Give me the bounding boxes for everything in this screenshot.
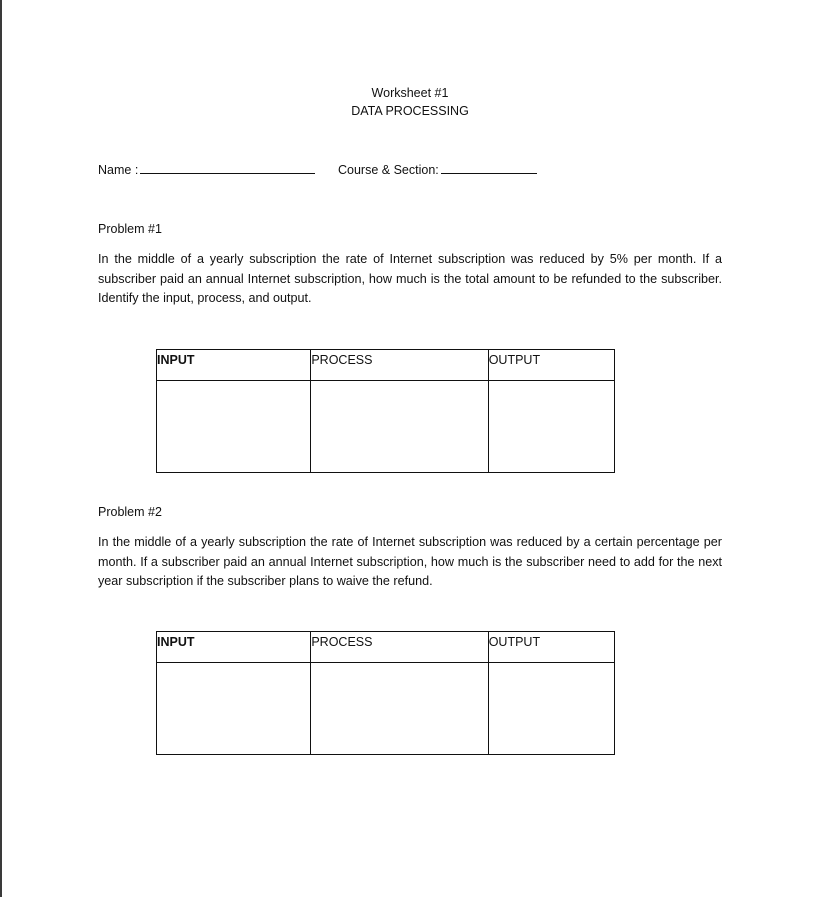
table-header-row	[157, 632, 615, 663]
process-cell	[311, 663, 488, 755]
process-cell	[311, 381, 488, 473]
problem-2-text: In the middle of a yearly subscription the rate of Internet subscription was reduced by a certain percentage per month. If a subscriber paid an annual Internet subscription, how much is the subscriber need to add for the next year subscription if the subscriber plans to waive the refund.	[98, 535, 722, 588]
table-header-row	[157, 350, 615, 381]
course-section-blank-line	[441, 161, 537, 174]
input-header: INPUT	[157, 632, 311, 663]
input-header: INPUT	[157, 350, 311, 381]
process-header: PROCESS	[311, 632, 488, 663]
name-label: Name :	[98, 163, 139, 177]
input-cell	[157, 663, 311, 755]
worksheet-subtitle: DATA PROCESSING	[351, 104, 469, 118]
course-section-label: Course & Section:	[338, 163, 439, 177]
problem-1-title: Problem #1	[98, 222, 162, 236]
viewer-left-border	[0, 0, 2, 897]
problem-1-text: In the middle of a yearly subscription the rate of Internet subscription was reduced by 5% per month. If a subscriber paid an annual Internet subscription, how much is the total amount to be refunded to the subscriber. Identify the input, process, and output.	[98, 252, 722, 305]
worksheet-title: Worksheet #1	[371, 86, 449, 100]
output-cell	[488, 381, 614, 473]
table-answer-row	[157, 381, 615, 473]
course-section-field	[338, 161, 537, 177]
name-field	[98, 161, 315, 177]
problem-1-ipo-table	[156, 349, 615, 473]
output-header: OUTPUT	[488, 632, 614, 663]
output-cell	[488, 663, 614, 755]
name-blank-line	[140, 161, 315, 174]
input-cell	[157, 381, 311, 473]
output-header: OUTPUT	[488, 350, 614, 381]
table-answer-row	[157, 663, 615, 755]
problem-2-title: Problem #2	[98, 505, 162, 519]
problem-2-ipo-table	[156, 631, 615, 755]
process-header: PROCESS	[311, 350, 488, 381]
